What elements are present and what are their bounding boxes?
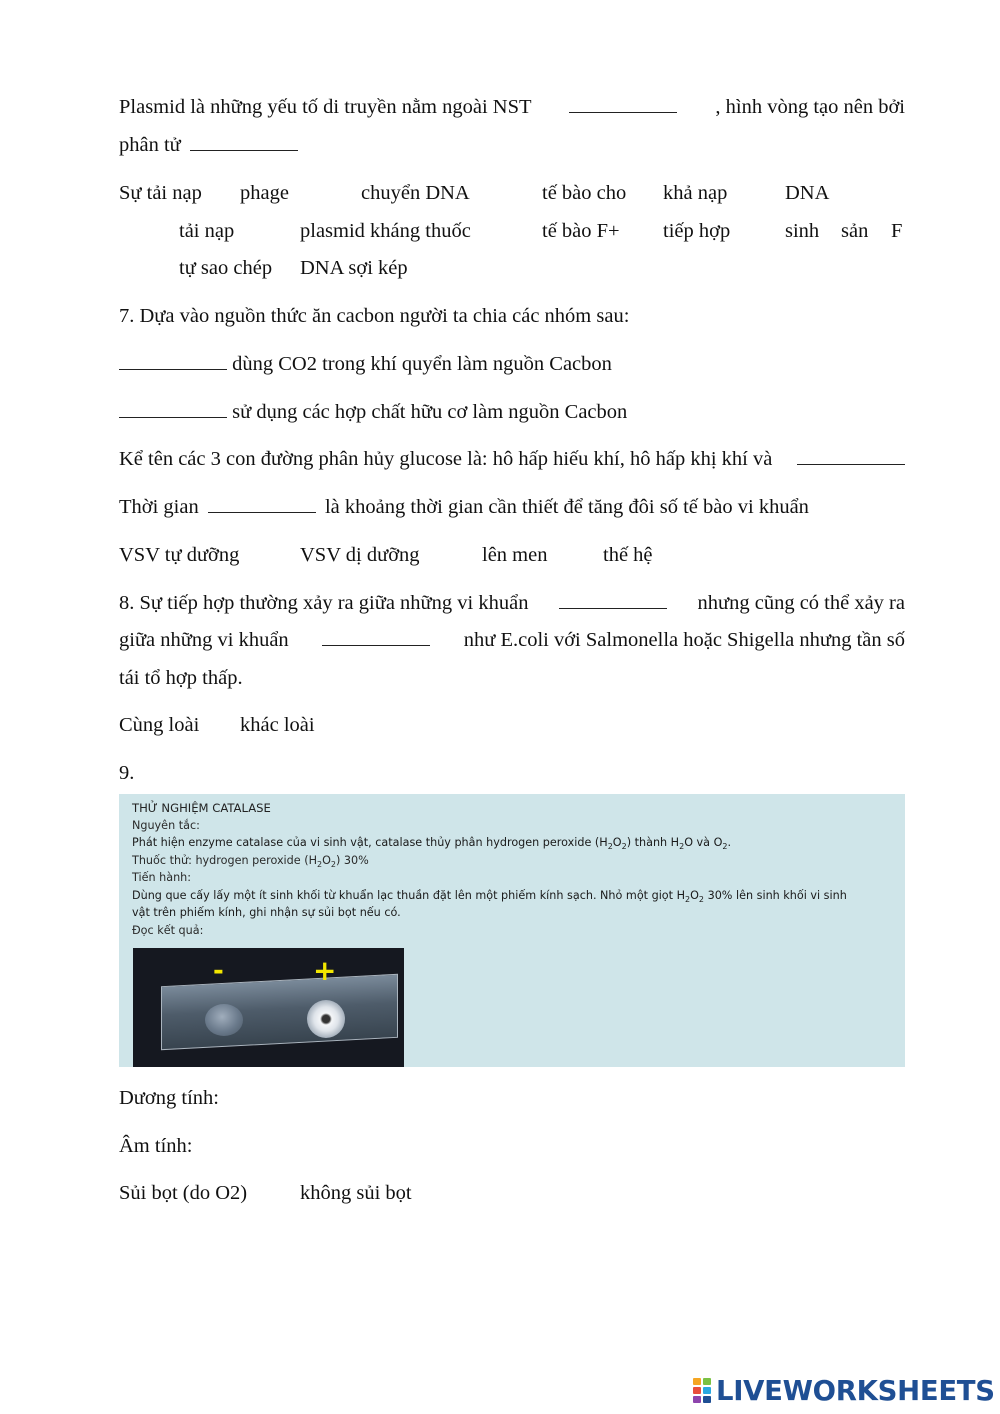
q6-text-a: Plasmid là những yếu tố di truyền nằm ngoài NST — [119, 96, 532, 118]
word-option[interactable]: DNA — [785, 182, 830, 204]
q8-text-d: như E.coli với Salmonella hoặc Shigella nhưng tần số — [463, 629, 905, 651]
q8-text-a: 8. Sự tiếp hợp thường xảy ra giữa những vi khuẩn — [119, 592, 529, 614]
q6-text-c: phân tử — [119, 134, 181, 156]
word-option[interactable]: sản — [841, 220, 869, 242]
catalase-slide-photo — [133, 948, 404, 1067]
q7-autotroph-text: dùng CO2 trong khí quyển làm nguồn Cacbon — [232, 353, 612, 375]
q9-negative-label: Âm tính: — [119, 1135, 193, 1157]
word-option[interactable]: tiếp hợp — [663, 220, 731, 242]
q6-line-2 — [119, 134, 298, 157]
q7-heterotroph-line — [119, 401, 627, 424]
q7-heterotroph-text: sử dụng các hợp chất hữu cơ làm nguồn Cacbon — [232, 401, 628, 423]
word-option[interactable]: phage — [240, 182, 289, 204]
word-option[interactable]: không sủi bọt — [300, 1182, 412, 1204]
word-option[interactable]: VSV dị dưỡng — [300, 544, 420, 566]
q7-autotroph-line — [119, 353, 612, 376]
word-option[interactable]: tế bào cho — [542, 182, 627, 204]
card-procedure-label: Tiến hành: — [132, 871, 192, 884]
word-option[interactable]: thế hệ — [603, 544, 653, 566]
q7-generation-line — [119, 496, 809, 519]
card-principle-text: Phát hiện enzyme catalase của vi sinh vật, catalase thủy phân hydrogen peroxide $(H_2O_2)$ thành $H_2O$ và $O_2$. — [132, 836, 732, 852]
plus-sign: + — [313, 954, 337, 987]
catalase-test-card — [119, 794, 905, 1067]
q7-blank-3[interactable] — [797, 448, 905, 465]
q7-heading: 7. Dựa vào nguồn thức ăn cacbon người ta chia các nhóm sau: — [119, 305, 630, 327]
word-option[interactable]: Cùng loài — [119, 714, 200, 736]
card-title: THỬ NGHIỆM CATALASE — [132, 801, 271, 815]
q7-blank-1[interactable] — [119, 353, 227, 370]
word-option[interactable]: sinh — [785, 220, 820, 242]
q8-line-2 — [119, 629, 905, 652]
word-option[interactable]: tự sao chép — [179, 257, 273, 279]
q6-text-b: , hình vòng tạo nên bởi — [715, 96, 905, 118]
q9-number: 9. — [119, 762, 135, 784]
q8-blank-1[interactable] — [559, 592, 667, 609]
card-procedure-text-1: Dùng que cấy lấy một ít sinh khối từ khuẩn lạc thuần đặt lên một phiếm kính sạch. Nhỏ một giọt $H_2O_2$ 30% lên sinh khối vi sinh — [132, 889, 847, 905]
word-option[interactable]: Sự tải nạp — [119, 182, 202, 204]
q7-glucose-text: Kể tên các 3 con đường phân hủy glucose là: hô hấp hiếu khí, hô hấp khị khí và — [119, 448, 773, 470]
card-reagent: Thuốc thử: hydrogen peroxide $(H_2O_2)$ 30% — [132, 854, 369, 870]
q8-blank-2[interactable] — [322, 629, 430, 646]
word-option[interactable]: khả nạp — [663, 182, 728, 204]
negative-drop — [205, 1004, 243, 1036]
q7-generation-b: là khoảng thời gian cần thiết để tăng đôi số tế bào vi khuẩn — [324, 496, 809, 518]
word-option[interactable]: VSV tự dưỡng — [119, 544, 240, 566]
logo-icon — [693, 1378, 713, 1404]
card-result-label: Đọc kết quả: — [132, 924, 204, 937]
positive-drop — [307, 1000, 345, 1038]
minus-sign: - — [213, 956, 224, 986]
card-procedure-text-2: vật trên phiếm kính, ghi nhận sự sủi bọt nếu có. — [132, 906, 401, 919]
q9-negative-line — [119, 1135, 192, 1158]
q8-line-1 — [119, 592, 905, 615]
q9-positive-label: Dương tính: — [119, 1087, 219, 1109]
q6-line-1 — [119, 96, 905, 119]
word-option[interactable]: tải nạp — [179, 220, 235, 242]
q9-positive-line — [119, 1087, 219, 1110]
q7-glucose-line — [119, 448, 905, 471]
q8-line-3: tái tổ hợp thấp. — [119, 667, 243, 689]
card-principle-label: Nguyên tắc: — [132, 819, 200, 832]
word-option[interactable]: DNA sợi kép — [300, 257, 408, 279]
q8-text-c: giữa những vi khuẩn — [119, 629, 289, 651]
word-option[interactable]: F — [891, 220, 903, 242]
q7-blank-4[interactable] — [208, 496, 316, 513]
liveworksheets-logo — [693, 1374, 995, 1408]
q6-blank-2[interactable] — [190, 134, 298, 151]
q7-generation-a: Thời gian — [119, 496, 199, 518]
word-option[interactable]: lên men — [482, 544, 548, 566]
q7-blank-2[interactable] — [119, 401, 227, 418]
word-option[interactable]: khác loài — [240, 714, 315, 736]
q8-text-b: nhưng cũng có thể xảy ra — [697, 592, 905, 614]
word-option[interactable]: Sủi bọt (do O2) — [119, 1182, 248, 1204]
word-option[interactable]: plasmid kháng thuốc — [300, 220, 471, 242]
word-option[interactable]: tế bào F+ — [542, 220, 620, 242]
glass-slide — [161, 974, 398, 1050]
q6-blank-1[interactable] — [569, 96, 677, 113]
word-option[interactable]: chuyển DNA — [361, 182, 470, 204]
logo-text: LIVEWORKSHEETS — [716, 1375, 995, 1407]
